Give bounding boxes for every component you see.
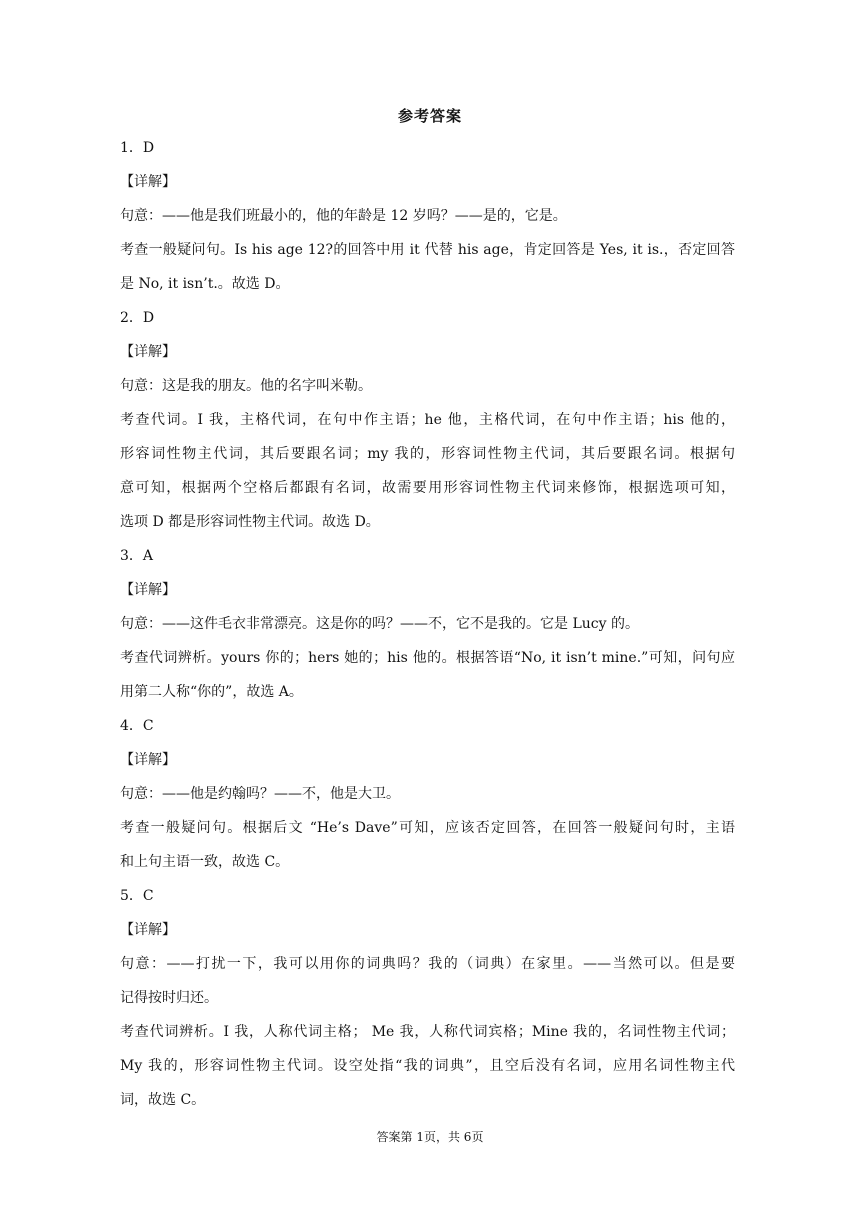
- analysis-line: My 我的，形容词性物主代词。设空处指“我的词典”，且空后没有名词，应用名词性物主代: [120, 1058, 735, 1074]
- answer-number: 4．C: [120, 718, 154, 734]
- answer-item: [120, 709, 735, 879]
- analysis-line: 考查一般疑问句。根据后文 “He’s Dave”可知，应该否定回答，在回答一般疑问句时，主语: [120, 820, 735, 836]
- analysis-line: 词，故选 C。: [120, 1092, 206, 1108]
- analysis-line: 意可知，根据两个空格后都跟有名词，故需要用形容词性物主代词来修饰，根据选项可知，: [120, 480, 735, 496]
- answer-item: [120, 539, 735, 709]
- sentence-meaning: 句意：——打扰一下，我可以用你的词典吗？我的（词典）在家里。——当然可以。但是要: [120, 956, 735, 972]
- sentence-meaning: 记得按时归还。: [120, 990, 218, 1006]
- sentence-meaning: 句意：——他是约翰吗？——不，他是大卫。: [120, 786, 400, 802]
- detail-heading: 【详解】: [120, 344, 176, 360]
- analysis-line: 考查一般疑问句。Is his age 12?的回答中用 it 代替 his age，肯定回答是 Yes, it is.，否定回答: [120, 242, 735, 258]
- analysis-line: 和上句主语一致，故选 C。: [120, 854, 290, 870]
- detail-heading: 【详解】: [120, 922, 176, 938]
- answer-item: [120, 131, 735, 301]
- detail-heading: 【详解】: [120, 582, 176, 598]
- page-title: 参考答案: [397, 107, 462, 125]
- detail-heading: 【详解】: [120, 752, 176, 768]
- answer-list: [120, 131, 735, 1117]
- answer-number: 3．A: [120, 548, 154, 564]
- analysis-line: 形容词性物主代词，其后要跟名词；my 我的，形容词性物主代词，其后要跟名词。根据句: [120, 446, 735, 462]
- analysis-line: 考查代词辨析。yours 你的；hers 她的；his 他的。根据答语“No, it isn’t mine.”可知，问句应: [120, 650, 735, 666]
- sentence-meaning: 句意：——这件毛衣非常漂亮。这是你的吗？——不，它不是我的。它是 Lucy 的。: [120, 616, 639, 632]
- analysis-line: 用第二人称“你的”，故选 A。: [120, 684, 303, 700]
- answer-item: [120, 879, 735, 1117]
- page-footer: 答案第 1页，共 6页: [376, 1130, 484, 1144]
- detail-heading: 【详解】: [120, 174, 176, 190]
- analysis-line: 考查代词辨析。I 我，人称代词主格； Me 我，人称代词宾格；Mine 我的，名词性物主代词；: [120, 1024, 735, 1040]
- answer-number: 5．C: [120, 888, 154, 904]
- answer-item: [120, 301, 735, 539]
- answer-number: 2．D: [120, 310, 155, 326]
- analysis-line: 是 No, it isn’t.。故选 D。: [120, 276, 290, 292]
- answer-number: 1．D: [120, 140, 155, 156]
- sentence-meaning: 句意：——他是我们班最小的，他的年龄是 12 岁吗？——是的，它是。: [120, 208, 567, 224]
- sentence-meaning: 句意：这是我的朋友。他的名字叫米勒。: [120, 378, 372, 394]
- analysis-line: 选项 D 都是形容词性物主代词。故选 D。: [120, 514, 380, 530]
- analysis-line: 考查代词。I 我，主格代词，在句中作主语；he 他，主格代词，在句中作主语；his 他的，: [120, 412, 735, 428]
